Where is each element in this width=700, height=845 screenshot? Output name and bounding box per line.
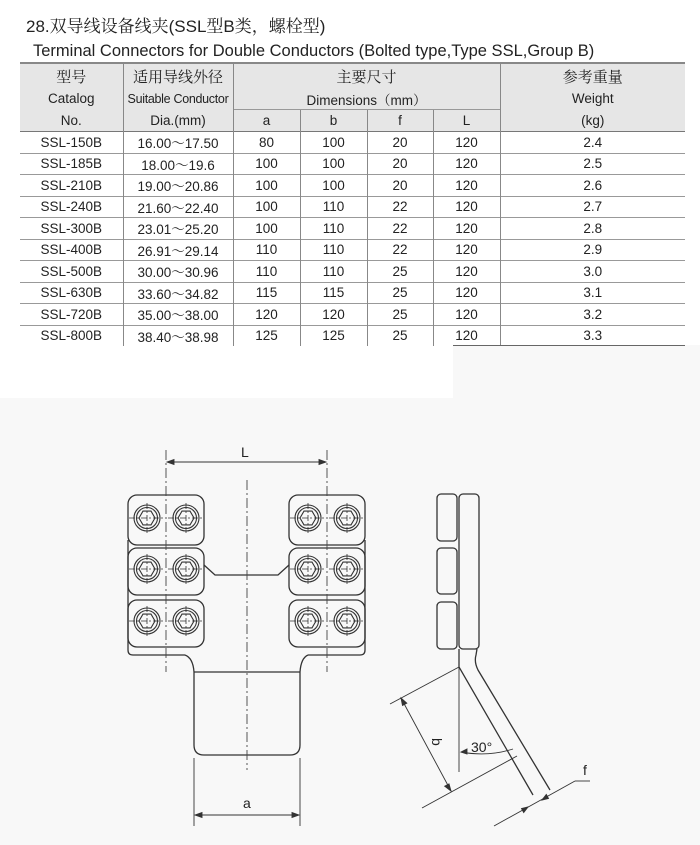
cell-catalog: SSL-400B: [20, 239, 123, 261]
cell-a: 125: [233, 325, 300, 346]
page-subtitle: Terminal Connectors for Double Conductors (Bolted type,Type SSL,Group B): [33, 42, 595, 60]
cell-l: 120: [433, 196, 500, 218]
cell-catalog: SSL-500B: [20, 261, 123, 283]
angle-label: 30°: [471, 739, 493, 755]
header-catalog-cn: 型号: [20, 63, 123, 88]
cell-b: 120: [300, 304, 367, 326]
header-weight-unit: (kg): [500, 110, 685, 132]
cell-l: 120: [433, 239, 500, 261]
cell-f: 25: [367, 304, 433, 326]
cell-weight: 2.4: [500, 132, 685, 154]
header-dia-en: Suitable Conductor: [123, 88, 233, 110]
cell-f: 25: [367, 282, 433, 304]
cell-f: 20: [367, 132, 433, 154]
page-title: 28.双导线设备线夹(SSL型B类，螺栓型): [26, 17, 326, 36]
header-f: f: [367, 110, 433, 132]
header-dia-unit: Dia.(mm): [123, 110, 233, 132]
terminal-tab: [185, 655, 308, 755]
cell-b: 100: [300, 175, 367, 197]
cell-catalog: SSL-150B: [20, 132, 123, 154]
cell-f: 20: [367, 175, 433, 197]
header-b: b: [300, 110, 367, 132]
dimension-label-b: b: [429, 738, 445, 746]
header-dimensions-cn: 主要尺寸: [233, 63, 500, 88]
cell-l: 120: [433, 304, 500, 326]
dimension-label-f: f: [583, 762, 587, 778]
cell-l: 120: [433, 218, 500, 240]
cell-a: 110: [233, 239, 300, 261]
cell-dia: 38.40～38.98: [123, 325, 233, 346]
cell-b: 100: [300, 153, 367, 175]
cell-f: 20: [367, 153, 433, 175]
cell-weight: 3.0: [500, 261, 685, 283]
cell-l: 120: [433, 175, 500, 197]
header-weight-cn: 参考重量: [500, 63, 685, 88]
cell-a: 100: [233, 218, 300, 240]
cell-b: 110: [300, 261, 367, 283]
cell-b: 125: [300, 325, 367, 346]
cell-weight: 2.9: [500, 239, 685, 261]
cell-f: 22: [367, 218, 433, 240]
cell-catalog: SSL-240B: [20, 196, 123, 218]
dimension-label-L: L: [241, 444, 249, 460]
cell-f: 25: [367, 261, 433, 283]
cell-b: 110: [300, 218, 367, 240]
header-a: a: [233, 110, 300, 132]
side-view: [437, 494, 550, 795]
cell-a: 100: [233, 175, 300, 197]
cell-a: 115: [233, 282, 300, 304]
header-dimensions-en: Dimensions（mm）: [233, 88, 500, 110]
cell-dia: 26.91～29.14: [123, 239, 233, 261]
cell-catalog: SSL-630B: [20, 282, 123, 304]
cell-f: 22: [367, 239, 433, 261]
cell-dia: 21.60～22.40: [123, 196, 233, 218]
cell-catalog: SSL-300B: [20, 218, 123, 240]
cell-l: 120: [433, 132, 500, 154]
cell-dia: 23.01～25.20: [123, 218, 233, 240]
cell-dia: 18.00～19.6: [123, 153, 233, 175]
cell-weight: 3.3: [500, 325, 685, 346]
cell-dia: 33.60～34.82: [123, 282, 233, 304]
cell-dia: 19.00～20.86: [123, 175, 233, 197]
cell-b: 100: [300, 132, 367, 154]
cell-weight: 2.7: [500, 196, 685, 218]
cell-dia: 30.00～30.96: [123, 261, 233, 283]
cell-weight: 2.6: [500, 175, 685, 197]
cell-weight: 2.5: [500, 153, 685, 175]
cell-dia: 16.00～17.50: [123, 132, 233, 154]
cell-dia: 35.00～38.00: [123, 304, 233, 326]
cell-weight: 2.8: [500, 218, 685, 240]
cell-b: 110: [300, 196, 367, 218]
cell-catalog: SSL-800B: [20, 325, 123, 346]
header-weight-en: Weight: [500, 88, 685, 110]
cell-catalog: SSL-210B: [20, 175, 123, 197]
cell-b: 110: [300, 239, 367, 261]
cell-b: 115: [300, 282, 367, 304]
cell-f: 25: [367, 325, 433, 346]
cell-l: 120: [433, 261, 500, 283]
header-L: L: [433, 110, 500, 132]
cell-catalog: SSL-720B: [20, 304, 123, 326]
header-dia-cn: 适用导线外径: [123, 63, 233, 88]
connector-bridge: [204, 565, 289, 575]
cell-a: 100: [233, 196, 300, 218]
dimension-label-a: a: [243, 795, 251, 811]
cell-weight: 3.1: [500, 282, 685, 304]
cell-a: 120: [233, 304, 300, 326]
cell-a: 80: [233, 132, 300, 154]
cell-f: 22: [367, 196, 433, 218]
header-catalog-en: Catalog: [20, 88, 123, 110]
header-catalog-no: No.: [20, 110, 123, 132]
cell-a: 100: [233, 153, 300, 175]
cell-a: 110: [233, 261, 300, 283]
cell-l: 120: [433, 153, 500, 175]
cell-l: 120: [433, 325, 500, 346]
cell-l: 120: [433, 282, 500, 304]
cell-catalog: SSL-185B: [20, 153, 123, 175]
cell-weight: 3.2: [500, 304, 685, 326]
